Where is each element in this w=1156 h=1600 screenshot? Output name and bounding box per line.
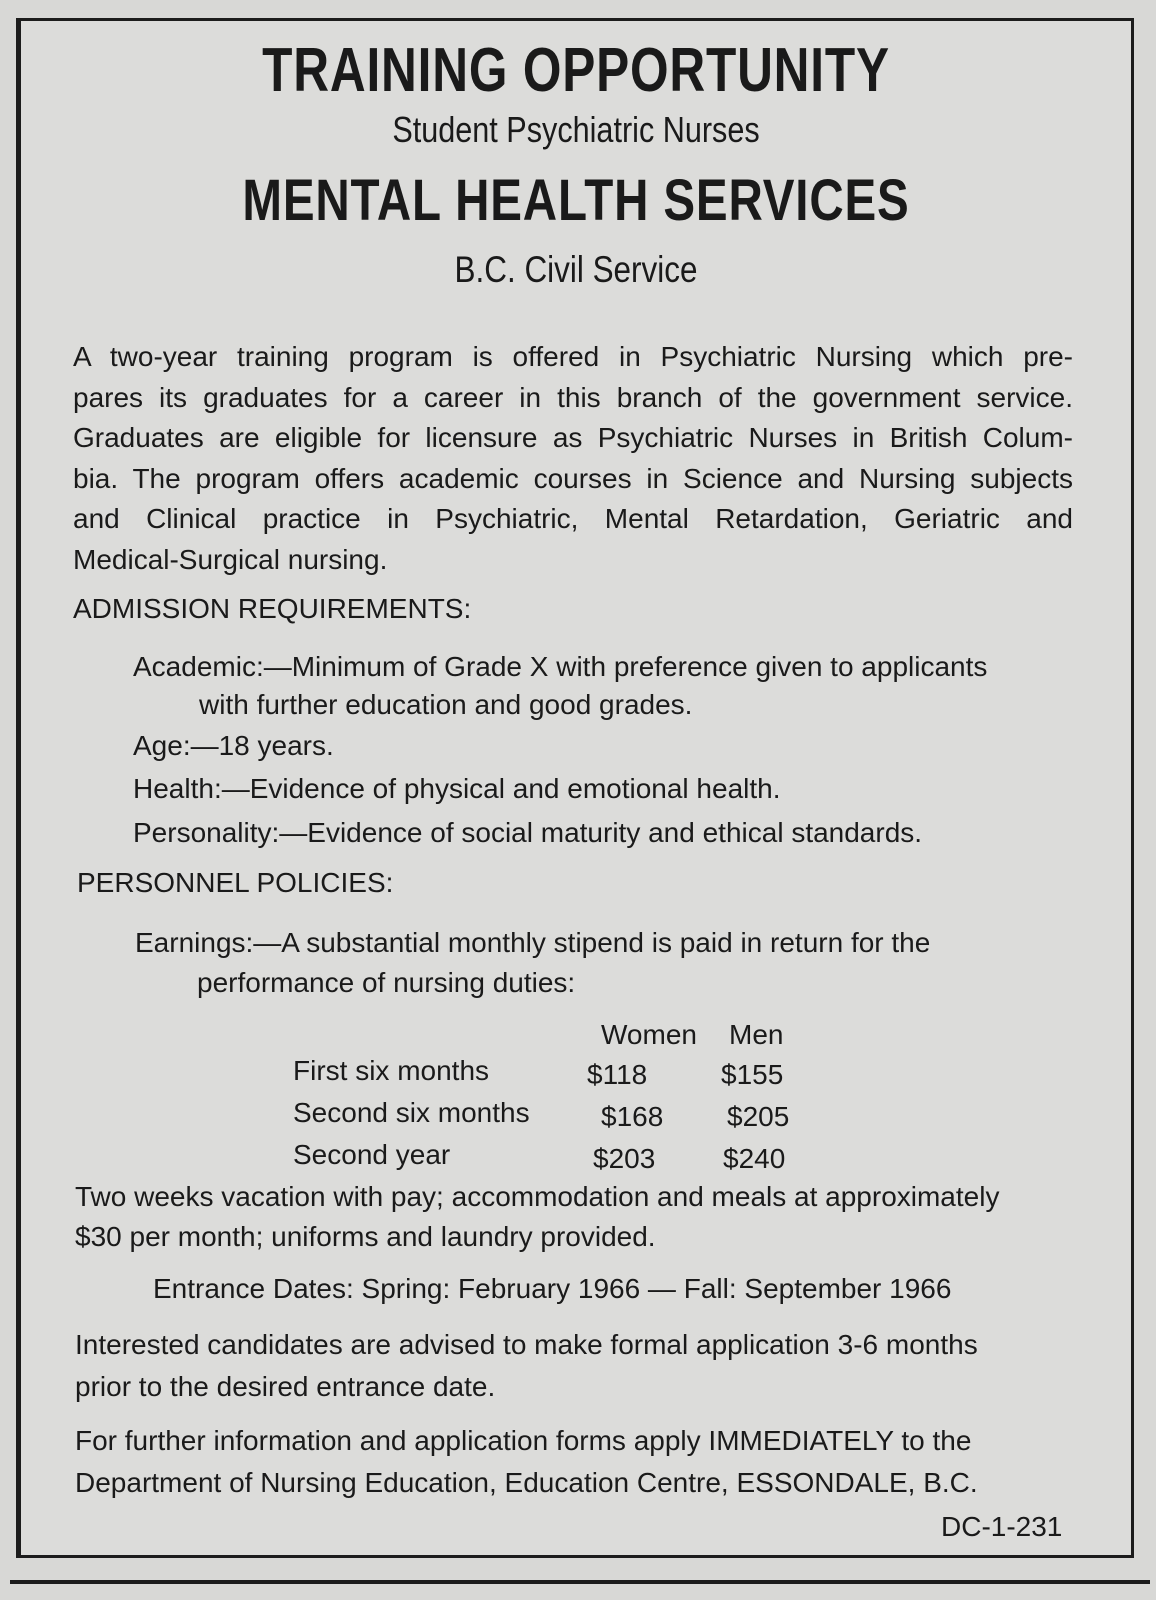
table-cell-men: $205 [727, 1101, 790, 1132]
intro-line: A two-year training program is offered in Psychiatric Nursing which pre- [73, 341, 1073, 372]
benefits-line: Two weeks vacation with pay; accommodation and meals at approximately [75, 1181, 1000, 1212]
table-cell-women: $168 [601, 1101, 664, 1132]
bottom-rule [10, 1580, 1150, 1584]
service-name: B.C. Civil Service [454, 249, 698, 290]
admission-personality: Personality:—Evidence of social maturity and ethical standards. [133, 817, 923, 848]
admission-age: Age:—18 years. [133, 730, 334, 761]
table-cell-women: $203 [593, 1143, 656, 1174]
application-line: Interested candidates are advised to make formal application 3-6 months [75, 1329, 978, 1360]
ad-subtitle: Student Psychiatric Nurses [392, 109, 760, 150]
table-row-period: Second six months [293, 1097, 530, 1128]
ad-title: TRAINING OPPORTUNITY [262, 36, 890, 105]
admission-academic: Academic:—Minimum of Grade X with preference given to applicants [133, 651, 988, 682]
table-cell-men: $240 [723, 1143, 786, 1174]
table-cell-men: $155 [721, 1059, 784, 1090]
admission-academic-cont: with further education and good grades. [199, 689, 693, 720]
admission-heading: ADMISSION REQUIREMENTS: [73, 593, 472, 624]
intro-line: Medical-Surgical nursing. [73, 543, 388, 575]
contact-line: Department of Nursing Education, Education Centre, ESSONDALE, B.C. [75, 1467, 978, 1498]
table-cell-women: $118 [587, 1059, 648, 1090]
table-row-period: First six months [293, 1055, 490, 1086]
intro-line: Graduates are eligible for licensure as Psychiatric Nurses in British Colum- [73, 422, 1073, 453]
intro-line: and Clinical practice in Psychiatric, Mental Retardation, Geriatric and [73, 503, 1073, 534]
ad-code: DC-1-231 [941, 1511, 1063, 1542]
intro-paragraph [73, 337, 1073, 580]
application-line: prior to the desired entrance date. [75, 1371, 496, 1402]
table-row-period: Second year [293, 1139, 451, 1170]
admission-health: Health:—Evidence of physical and emotional health. [133, 773, 781, 804]
intro-line: bia. The program offers academic courses in Science and Nursing subjects [73, 462, 1073, 494]
intro-line: pares its graduates for a career in this branch of the government service. [73, 381, 1073, 413]
personnel-earnings: Earnings:—A substantial monthly stipend is paid in return for the [135, 927, 931, 958]
department-heading: MENTAL HEALTH SERVICES [242, 168, 910, 233]
benefits-line: $30 per month; uniforms and laundry provided. [75, 1221, 656, 1252]
personnel-heading: PERSONNEL POLICIES: [77, 867, 394, 898]
job-advertisement [16, 18, 1134, 1558]
col-header-men: Men [729, 1019, 784, 1050]
personnel-earnings-cont: performance of nursing duties: [197, 967, 576, 998]
contact-line: For further information and application forms apply IMMEDIATELY to the [75, 1425, 972, 1456]
col-header-women: Women [601, 1019, 697, 1050]
entrance-dates: Entrance Dates: Spring: February 1966 — Fall: September 1966 [153, 1273, 952, 1304]
